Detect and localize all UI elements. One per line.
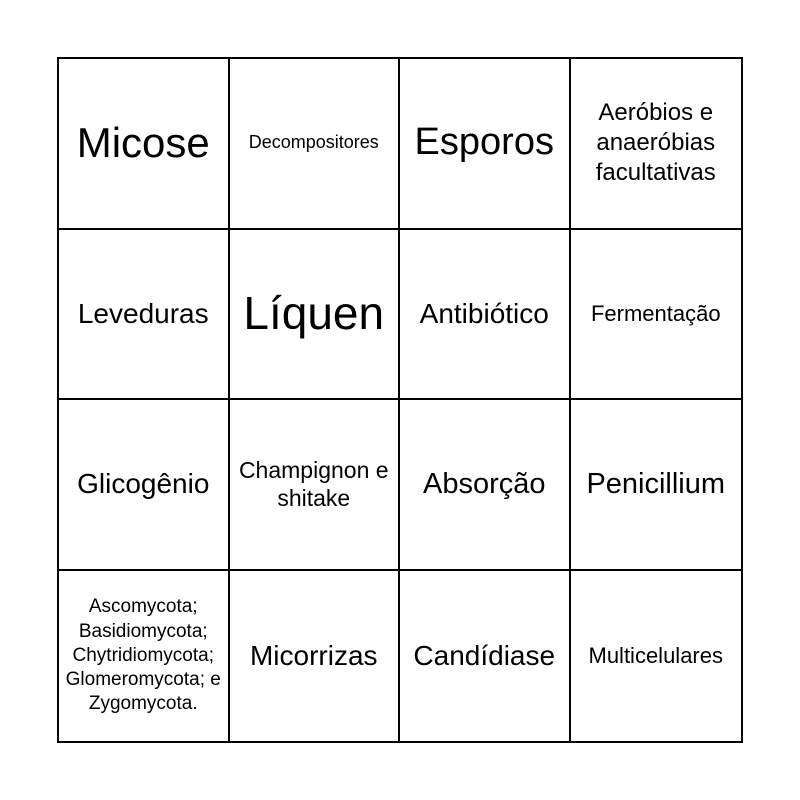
bingo-cell-antibiotico[interactable] <box>400 230 571 401</box>
cell-label: Ascomycota; Basidiomycota; Chytridiomycota; Glomeromycota; e Zygomycota. <box>65 596 221 714</box>
bingo-cell-multicelulares[interactable] <box>571 571 742 742</box>
bingo-cell-leveduras[interactable] <box>59 230 230 401</box>
bingo-cell-glicogenio[interactable] <box>59 400 230 571</box>
bingo-cell-aerobios[interactable] <box>571 59 742 230</box>
cell-label: Aeróbios e anaeróbias facultativas <box>595 99 716 187</box>
bingo-cell-candidiase[interactable] <box>400 571 571 742</box>
bingo-cell-micose[interactable] <box>59 59 230 230</box>
cell-label: Líquen <box>243 287 385 340</box>
bingo-board <box>57 57 743 743</box>
cell-label: Leveduras <box>77 297 209 329</box>
cell-label: Multicelulares <box>588 642 723 668</box>
cell-label: Esporos <box>414 121 554 164</box>
bingo-cell-esporos[interactable] <box>400 59 571 230</box>
cell-label: Candídiase <box>413 639 556 671</box>
cell-label: Fermentação <box>590 300 721 326</box>
cell-label: Penicillium <box>586 467 726 500</box>
cell-label: Antibiótico <box>419 297 549 329</box>
bingo-cell-champignon[interactable] <box>230 400 401 571</box>
bingo-cell-decompositores[interactable] <box>230 59 401 230</box>
bingo-cell-penicillium[interactable] <box>571 400 742 571</box>
bingo-cell-fermentacao[interactable] <box>571 230 742 401</box>
cell-label: Decompositores <box>248 132 379 153</box>
cell-label: Glicogênio <box>77 468 210 500</box>
cell-label: Micorrizas <box>249 639 378 671</box>
cell-label: Micose <box>76 119 210 167</box>
cell-label: Champignon e shitake <box>238 456 389 512</box>
bingo-cell-liquen[interactable] <box>230 230 401 401</box>
cell-label: Absorção <box>422 467 546 500</box>
bingo-cell-micorrizas[interactable] <box>230 571 401 742</box>
bingo-cell-absorcao[interactable] <box>400 400 571 571</box>
bingo-cell-filos[interactable] <box>59 571 230 742</box>
